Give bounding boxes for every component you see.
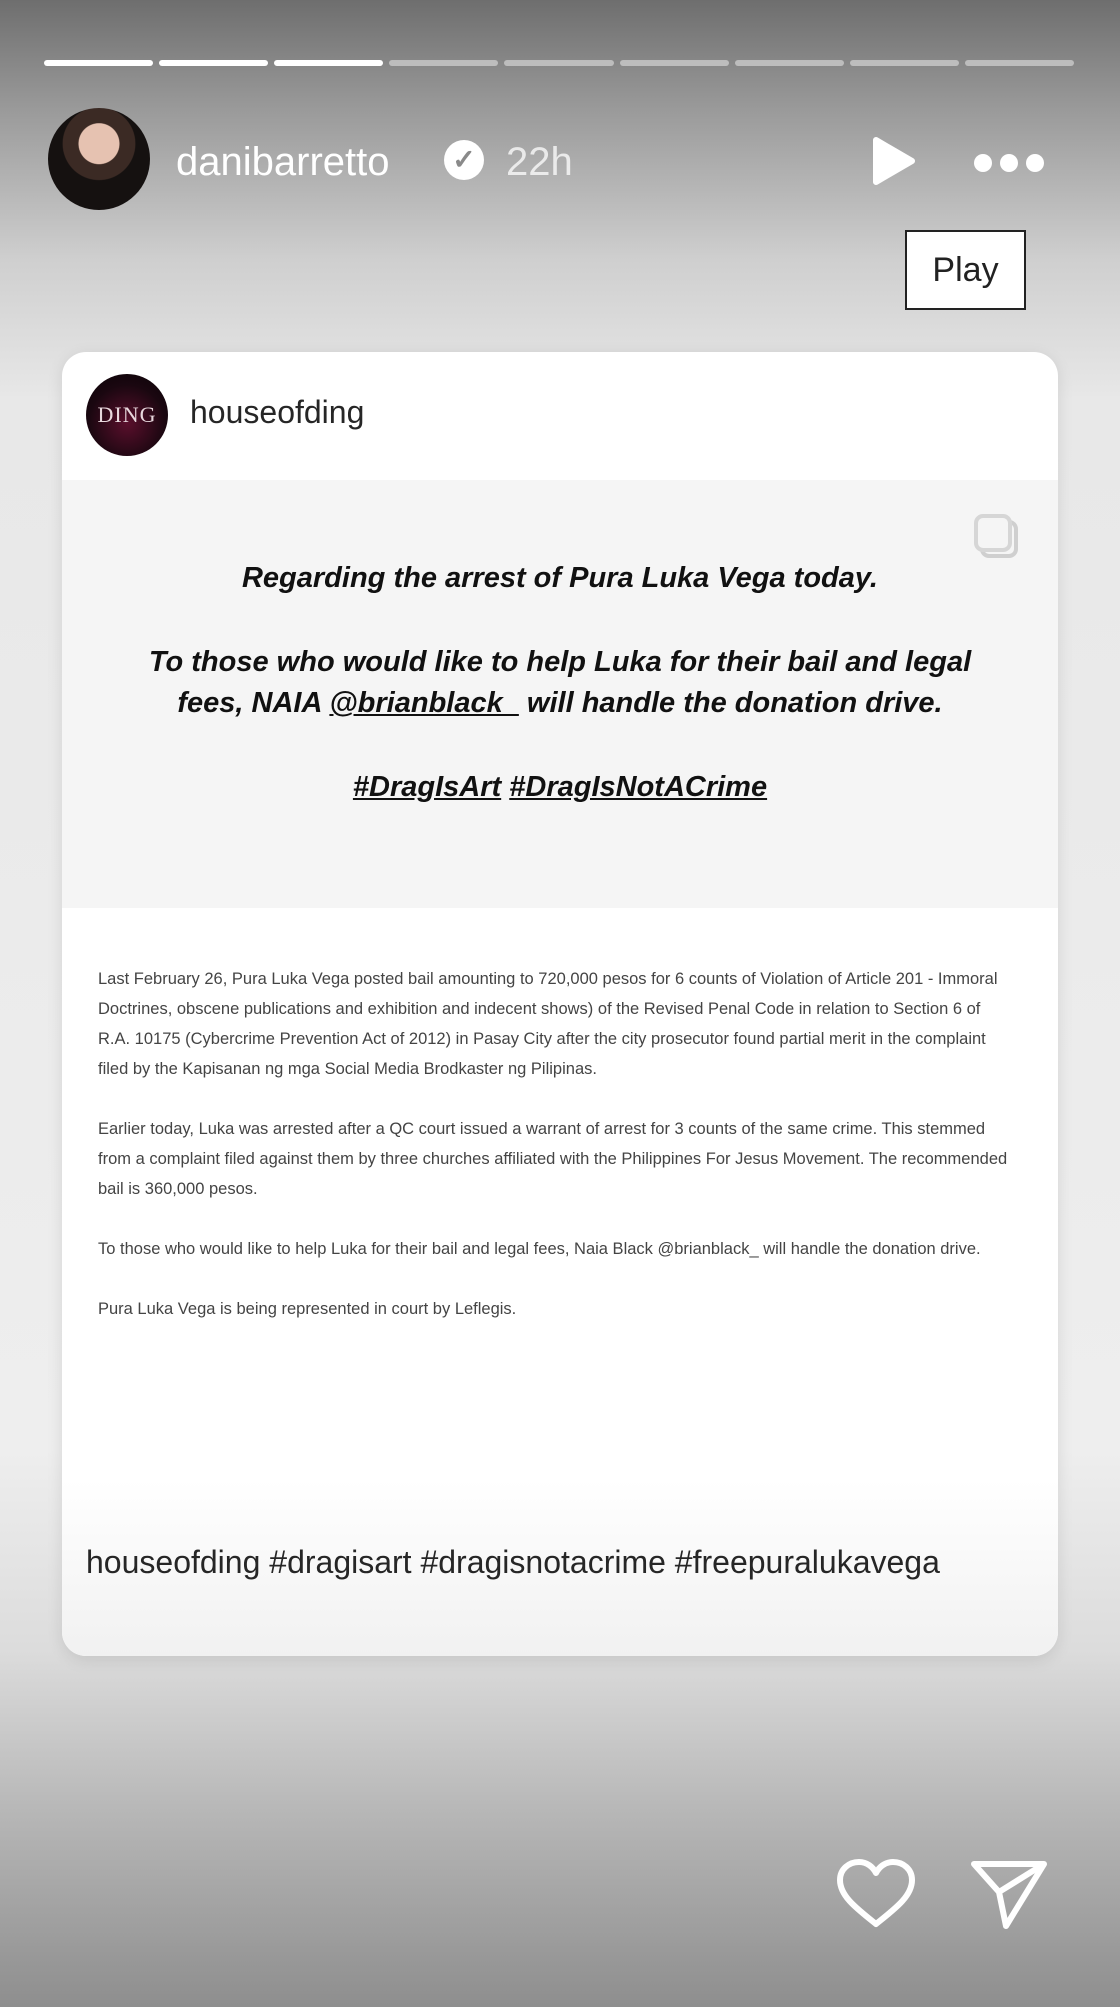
shared-post-card[interactable] [62,352,1058,1656]
caption-hashtags[interactable]: #dragisart #dragisnotacrime #freepuralukavega [260,1544,940,1580]
progress-segment [44,60,153,66]
progress-segment [850,60,959,66]
caption-username[interactable]: houseofding [86,1544,261,1580]
banner-heading: Regarding the arrest of Pura Luka Vega today. [241,562,878,594]
body-paragraph: Pura Luka Vega is being represented in court by Leflegis. [98,1300,517,1318]
shared-post-header [62,352,1058,480]
play-tooltip: Play [905,230,1026,310]
more-options-icon[interactable] [972,152,1046,174]
story-progress-bar [44,60,1074,66]
post-image-banner [62,480,1058,908]
story-timestamp: 22h [506,140,573,184]
banner-donation-text [112,642,1008,724]
progress-segment [965,60,1074,66]
post-caption-area [62,1480,1058,1656]
progress-segment [735,60,844,66]
banner-donation-pre: To those who would like to help Luka for their bail and legal fees, NAIA [148,646,972,719]
send-icon[interactable] [970,1856,1048,1930]
post-caption [86,1540,1036,1584]
progress-segment [389,60,498,66]
progress-segment [620,60,729,66]
banner-hashtags [112,767,1008,808]
body-paragraph: To those who would like to help Luka for their bail and legal fees, Naia Black @brianblack_ will handle the donation drive. [98,1240,981,1258]
progress-segment [274,60,383,66]
banner-mention-link[interactable]: @brianblack_ [329,687,519,719]
banner-text [112,558,1008,851]
verified-badge-icon: ✓ [444,140,484,180]
shared-post-username[interactable]: houseofding [190,394,365,430]
progress-segment [159,60,268,66]
body-paragraph: Last February 26, Pura Luka Vega posted bail amounting to 720,000 pesos for 6 counts of Violation of Article 201 - Immoral Doctrines, obscene publications and exhibition and indecent shows) of the Revised Penal Code in relation to Section 6 of R.A. 10175 (Cybercrime Prevention Act of 2012) in Pasay City after the city prosecutor found partial merit in the complaint filed by the Kapisanan ng mga Social Media Brodkaster ng Pilipinas. [98,970,998,1078]
post-body-text [98,964,1008,1354]
body-paragraph: Earlier today, Luka was arrested after a QC court issued a warrant of arrest for 3 counts of the same crime. This stemmed from a complaint filed against them by three churches affiliated with the Philippines For Jesus Movement. The recommended bail is 360,000 pesos. [98,1120,1008,1198]
play-icon[interactable] [868,136,916,186]
story-header [48,108,1078,213]
hashtag-link[interactable]: #DragIsNotACrime [509,771,768,803]
shared-post-avatar[interactable]: DING [86,374,168,456]
story-username[interactable]: danibarretto [176,140,390,184]
banner-donation-post: will handle the donation drive. [518,687,943,719]
heart-icon[interactable] [836,1858,916,1930]
hashtag-link[interactable]: #DragIsArt [352,771,502,803]
multiple-images-icon [972,512,1022,562]
avatar[interactable] [48,108,150,210]
progress-segment [504,60,613,66]
